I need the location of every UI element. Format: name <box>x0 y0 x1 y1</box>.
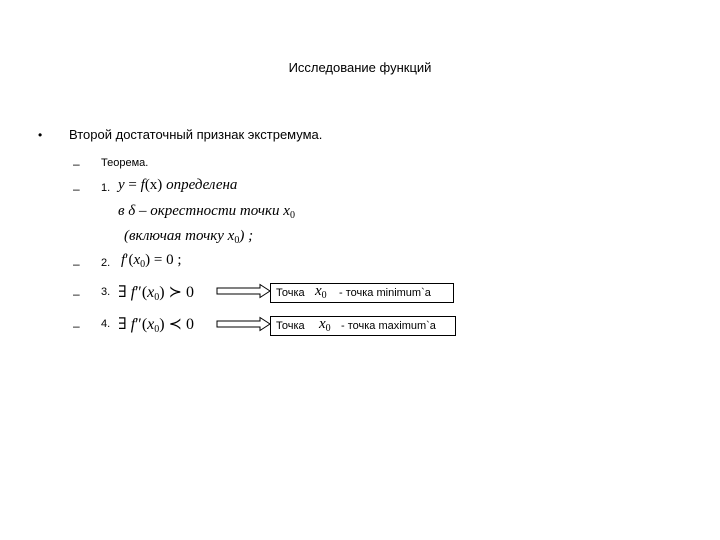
function-f: f <box>140 177 145 193</box>
bullet-marker: • <box>38 128 43 142</box>
open-paren: ( <box>141 316 148 333</box>
expression-rest: ) ≻ 0 <box>159 284 194 301</box>
expression-rest: ) ≺ 0 <box>159 316 194 333</box>
dash-marker: – <box>73 157 80 171</box>
result-point: $x_0$ <box>315 283 327 301</box>
result-suffix: - точка minimum`a <box>339 287 431 299</box>
open-paren: ( <box>141 284 148 301</box>
result-prefix: Точка <box>276 320 305 332</box>
item-1-line-1 <box>118 177 237 194</box>
arrow-to-minimum-icon <box>216 283 272 299</box>
equals-sign: = <box>124 177 141 193</box>
subscript-zero: 0 <box>154 324 160 335</box>
var-x: x <box>147 316 155 333</box>
dash-marker: – <box>73 319 80 333</box>
subscript-zero: 0 <box>234 235 240 246</box>
exists-symbol: ∃ <box>118 284 127 301</box>
var-x: x <box>133 252 141 268</box>
exists-symbol: ∃ <box>118 316 127 333</box>
function-f: f <box>130 284 136 301</box>
double-prime-mark: ″ <box>135 316 142 333</box>
dash-marker: – <box>73 182 80 196</box>
prime-mark: ′ <box>125 252 129 268</box>
item-1-line-3 <box>124 228 253 246</box>
word-defined: определена <box>162 177 238 193</box>
closing-text: ) ; <box>239 228 254 244</box>
function-f: f <box>130 316 136 333</box>
page-title: Исследование функций <box>288 60 432 75</box>
result-point: $x_0$ <box>319 316 331 334</box>
var-x: x <box>147 284 155 301</box>
including-text: (включая точку <box>124 228 228 244</box>
item-2-label: 2. <box>101 257 111 269</box>
arrow-to-maximum-icon <box>216 316 272 332</box>
subscript-zero: 0 <box>289 210 295 221</box>
item-2-expression <box>121 252 182 270</box>
main-item-heading: Второй достаточный признак экстремума. <box>69 127 323 142</box>
item-3-expression <box>118 282 194 303</box>
double-prime-mark: ″ <box>135 284 142 301</box>
item-4-label: 4. <box>101 318 111 330</box>
var-x: x <box>227 228 235 244</box>
item-4-expression <box>118 314 194 335</box>
result-suffix: - точка maximum`a <box>341 320 436 332</box>
function-argument: (x) <box>144 177 163 193</box>
dash-marker: – <box>73 287 80 301</box>
expression-rest: ) = 0 ; <box>145 252 182 268</box>
dash-marker: – <box>73 257 80 271</box>
theorem-label: Теорема. <box>101 157 149 169</box>
delta-symbol: δ <box>128 203 136 219</box>
item-3-label: 3. <box>101 286 111 298</box>
subscript-zero: 0 <box>140 259 146 270</box>
neighborhood-text: – окрестности точки <box>135 203 284 219</box>
var-y: y <box>118 177 125 193</box>
minimum-result-box <box>270 283 454 303</box>
function-f: f <box>121 252 126 268</box>
item-1-label: 1. <box>101 182 111 194</box>
subscript-zero: 0 <box>154 292 160 303</box>
var-x: x <box>283 203 290 219</box>
result-prefix: Точка <box>276 287 305 299</box>
word-in: в <box>118 203 129 219</box>
item-1-line-2 <box>118 203 295 221</box>
open-paren: ( <box>128 252 134 268</box>
maximum-result-box <box>270 316 456 336</box>
